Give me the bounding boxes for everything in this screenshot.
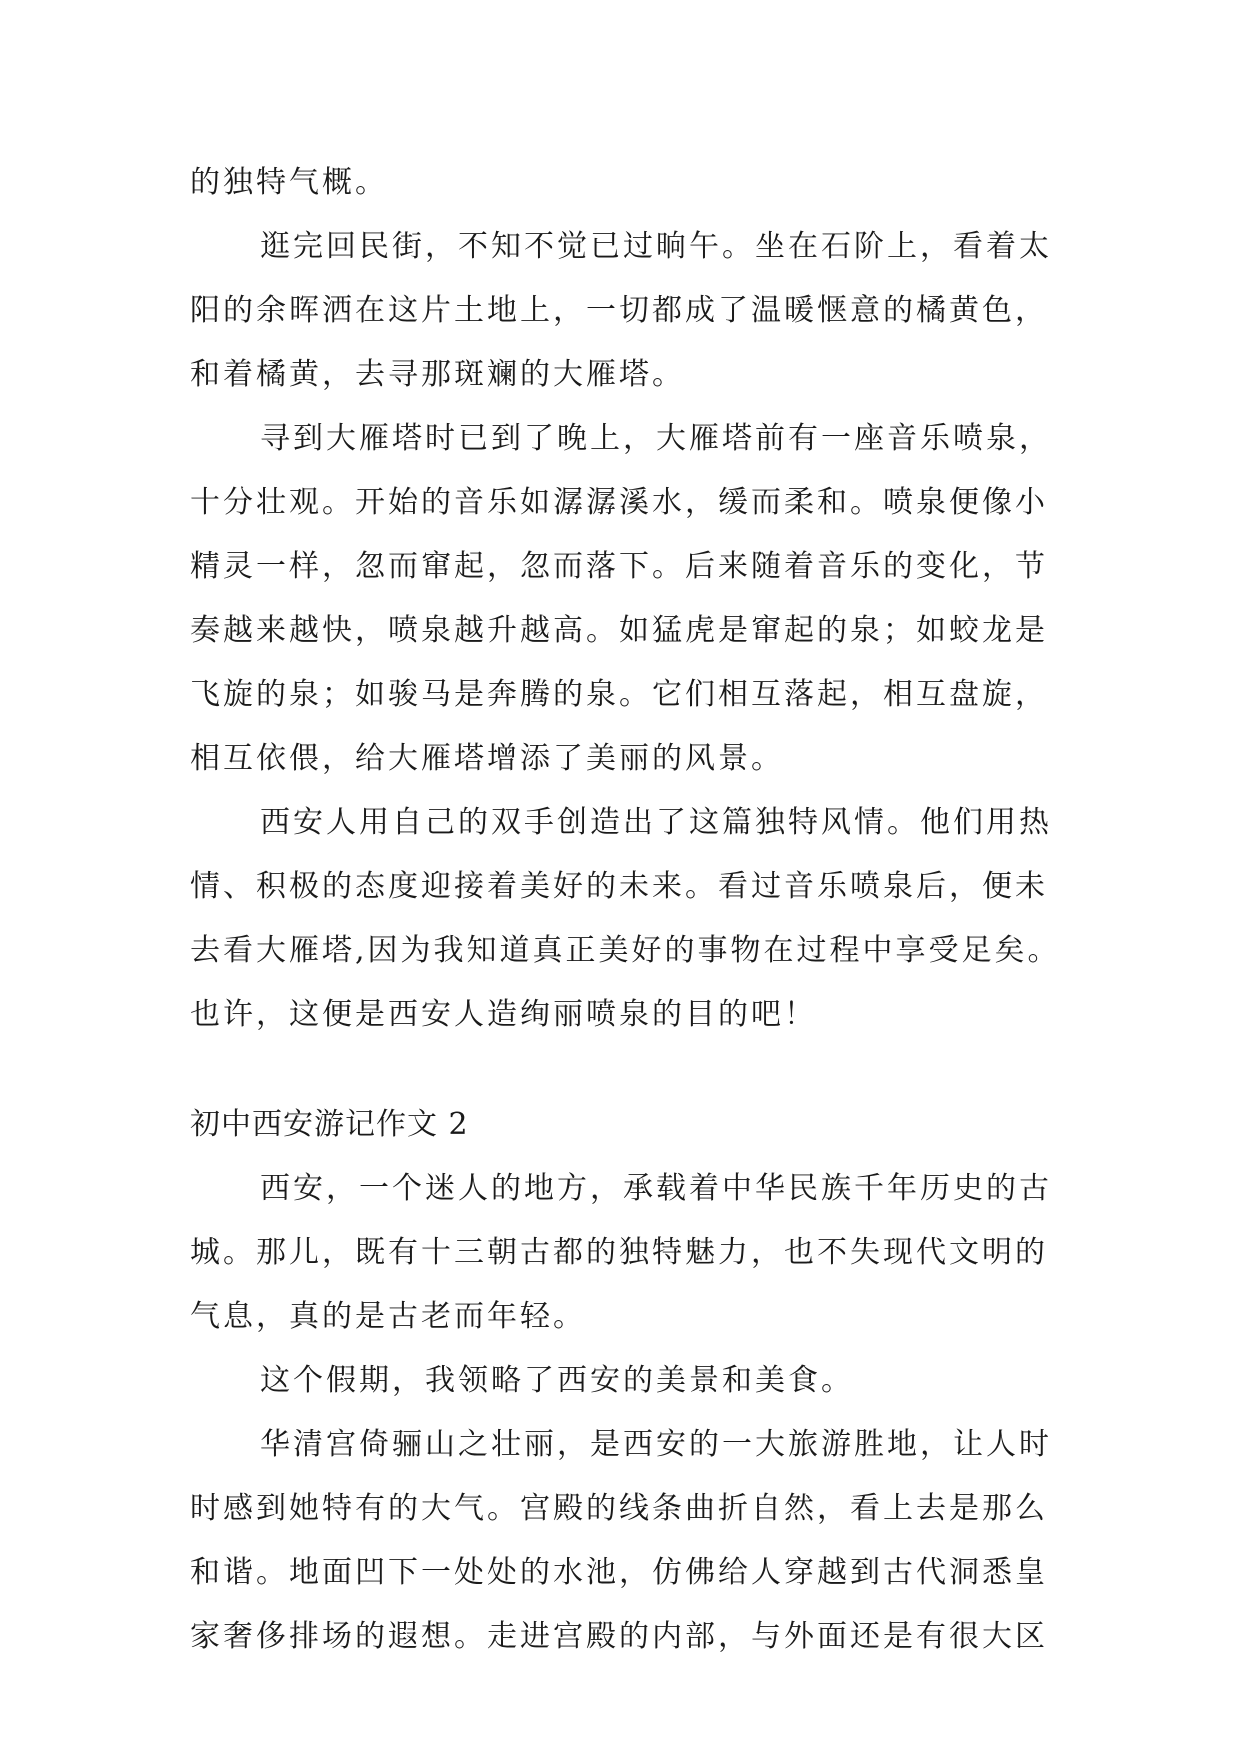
paragraph-line: 和谐。地面凹下一处处的水池，仿佛给人穿越到古代洞悉皇 (190, 1555, 1048, 1590)
paragraph-line: 时感到她特有的大气。宫殿的线条曲折自然，看上去是那么 (190, 1491, 1048, 1526)
paragraph-line: 相互依偎，给大雁塔增添了美丽的风景。 (190, 741, 784, 776)
paragraph-line: 十分壮观。开始的音乐如潺潺溪水，缓而柔和。喷泉便像小 (190, 485, 1048, 520)
paragraph-line: 飞旋的泉；如骏马是奔腾的泉。它们相互落起，相互盘旋， (190, 677, 1048, 712)
paragraph-line: 西安，一个迷人的地方，承载着中华民族千年历史的古 (260, 1171, 1052, 1206)
paragraph-line: 寻到大雁塔时已到了晚上，大雁塔前有一座音乐喷泉， (260, 421, 1052, 456)
paragraph-line: 这个假期，我领略了西安的美景和美食。 (260, 1363, 854, 1398)
paragraph-line: 阳的余晖洒在这片土地上，一切都成了温暖惬意的橘黄色， (190, 293, 1048, 328)
paragraph-line: 西安人用自己的双手创造出了这篇独特风情。他们用热 (260, 805, 1052, 840)
paragraph-line: 气息，真的是古老而年轻。 (190, 1299, 586, 1334)
section-heading: 初中西安游记作文 2 (190, 1107, 469, 1142)
paragraph-line: 的独特气概。 (190, 165, 388, 200)
paragraph-line: 精灵一样，忽而窜起，忽而落下。后来随着音乐的变化，节 (190, 549, 1048, 584)
paragraph-line: 去看大雁塔,因为我知道真正美好的事物在过程中享受足矣。 (190, 933, 1061, 968)
paragraph-line: 奏越来越快，喷泉越升越高。如猛虎是窜起的泉；如蛟龙是 (190, 613, 1048, 648)
paragraph-line: 家奢侈排场的遐想。走进宫殿的内部，与外面还是有很大区 (190, 1619, 1048, 1654)
paragraph-line: 城。那儿，既有十三朝古都的独特魅力，也不失现代文明的 (190, 1235, 1048, 1270)
paragraph-line: 和着橘黄，去寻那斑斓的大雁塔。 (190, 357, 685, 392)
paragraph-line: 也许，这便是西安人造绚丽喷泉的目的吧！ (190, 997, 817, 1032)
paragraph-line: 逛完回民街，不知不觉已过晌午。坐在石阶上，看着太 (260, 229, 1052, 264)
paragraph-line: 情、积极的态度迎接着美好的未来。看过音乐喷泉后，便未 (190, 869, 1048, 904)
paragraph-line: 华清宫倚骊山之壮丽，是西安的一大旅游胜地，让人时 (260, 1427, 1052, 1462)
